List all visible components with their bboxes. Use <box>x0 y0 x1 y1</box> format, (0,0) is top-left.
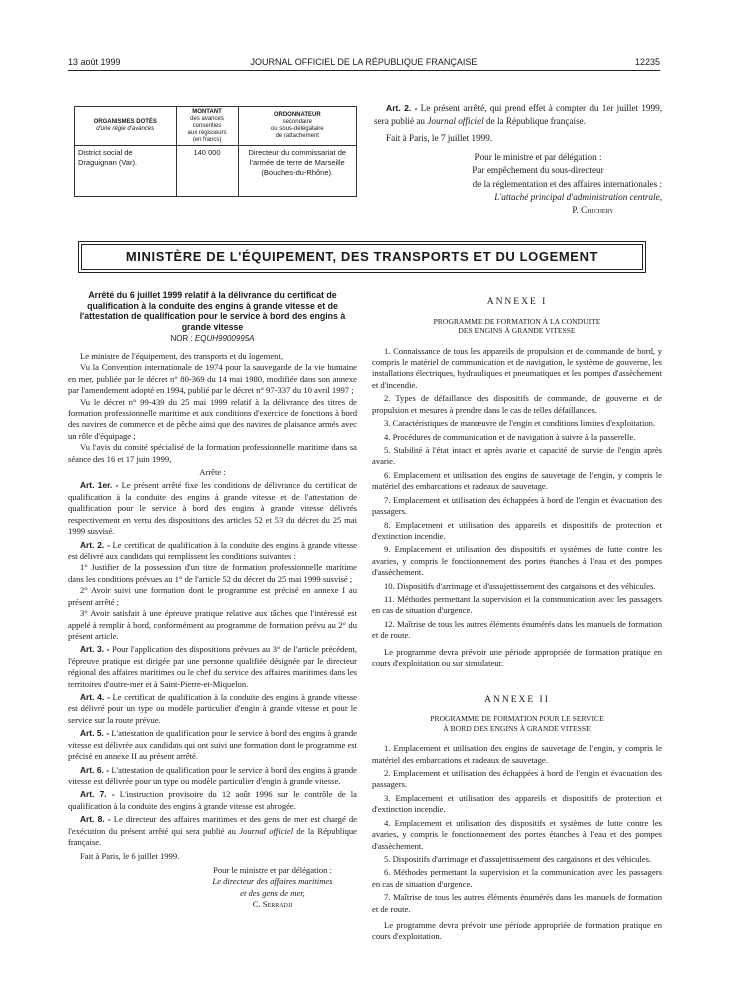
article-text: Le certificat de qualification à la conduite des engins à grande vitesse est délivré pour un type ou modèle particulier d'engin à grande vitesse et pour le service sur la route prévue. <box>68 692 357 725</box>
list-item: 12. Maîtrise de tous les autres éléments énumérés dans les manuels de formation et de route. <box>372 618 662 641</box>
list-item: 2. Types de défaillance des dispositifs de commande, de gouverne et de propulsion et mesures à prendre dans le cas de telles défaillances. <box>372 393 662 415</box>
signature-line: et des gens de mer, <box>240 887 305 898</box>
article-label: Art. 4. - <box>80 692 110 703</box>
arrete-word: Arrête : <box>199 467 226 478</box>
article-6 <box>68 765 357 788</box>
cell-organisme: District social de Draguignan (Var). <box>75 146 177 197</box>
list-item: 2. Emplacement et utilisation des échappées à bord de l'engin et évacuation des passagers. <box>372 768 662 790</box>
top-right-article <box>374 102 662 218</box>
signature-line: de la réglementation et des affaires internationales : <box>472 178 662 189</box>
list-item: 9. Emplacement et utilisation des dispositifs et systèmes de lutte contre les avaries, y compris le fonctionnement des portes étanches à l'eau et des pompes d'assèchement. <box>372 544 662 578</box>
signature-line: Pour le ministre et par délégation : <box>474 152 602 163</box>
regie-table <box>74 106 357 197</box>
list-item: 11. Méthodes permettant la supervision et la communication avec les passagers en cas de situation d'urgence. <box>372 594 662 616</box>
article-label: Art. 2. - <box>80 539 110 550</box>
signature-line: Pour le ministre et par délégation : <box>213 864 332 875</box>
article-text: Le certificat de qualification à la conduite des engins à grande vitesse est délivré aux candidats qui remplissent les conditions suivantes : <box>68 539 357 561</box>
list-item: 6. Emplacement et utilisation des engins de sauvetage de l'engin, y compris le matériel des embarcations et radeaux de sauvetage. <box>372 469 662 492</box>
article-text: L'attestation de qualification pour le service à bord des engins à grande vitesse est délivrée aux candidats qui ont suivi une formation dont le programme est précisé en annexe II au présent arrêté. <box>68 728 358 762</box>
annex-2-title: ANNEXE II <box>484 694 550 705</box>
paragraph: Vu la Convention internationale de 1974 pour la sauvegarde de la vie humaine en mer, publiée par le décret n° 80-369 du 14 mai 1980, modifiée dans son annexe par l'amendement adopté en 1994, publié par le décret n° 97-337 du 10 avril 1997 ; <box>68 362 357 396</box>
signatory-name: C. Serradji <box>252 899 293 910</box>
article-text-end: de la République française. <box>68 825 357 848</box>
article-label: Art. 5. - <box>80 728 110 739</box>
paragraph: Le ministre de l'équipement, des transports et du logement, <box>80 350 283 361</box>
col1-subtitle: d'une régie d'avances <box>96 126 155 133</box>
article-8 <box>68 814 357 848</box>
article-label: Art. 7. - <box>80 789 115 800</box>
list-item: 5. Dispositifs d'arrimage et d'assujettissement des cargaisons et des véhicules. <box>384 853 652 864</box>
list-item: 5. Stabilité à l'état intact et après avarie et capacité de survie de l'engin après avarie. <box>372 444 662 467</box>
col2-line: (en francs) <box>192 136 222 143</box>
list-item: 10. Dispositifs d'arrimage et d'assujettissement des cargaisons et des véhicules. <box>384 580 656 591</box>
condition-item: 2° Avoir suivi une formation dont le programme est précisé en annexe I au présent arrêté ; <box>68 585 357 607</box>
signature-line: Par empêchement du sous-directeur <box>472 165 604 176</box>
col2-line: des avances <box>190 115 224 122</box>
list-item: 3. Emplacement et utilisation des appareils et dispositifs de protection et d'extinction incendie. <box>372 792 662 815</box>
article-text: L'instruction provisoire du 12 août 1996 sur le contrôle de la qualification à la conduite des engins à grande vitesse est abrogée. <box>68 789 357 811</box>
header-page-number: 12235 <box>634 57 660 67</box>
annex-1-title: ANNEXE I <box>486 297 548 307</box>
annex-1-closing: Le programme devra prévoir une période appropriée de formation pratique en cours d'exploitation ou sur simulateur. <box>372 646 662 669</box>
list-item: 4. Procédures de communication et de navigation à suivre à la passerelle. <box>384 431 636 442</box>
condition-item: 1° Justifier de la possession d'un titre de formation professionnelle maritime dans les conditions prévues au 1° de l'article 52 du décret du 25 mai 1999 susvisé ; <box>68 562 357 584</box>
list-item: 7. Maîtrise de tous les autres éléments énumérés dans les manuels de formation et de route. <box>372 892 662 914</box>
article-text: L'attestation de qualification pour le service à bord des engins à grande vitesse est délivrée pour un type ou modèle particulier d'engin à grande vitesse. <box>68 764 357 786</box>
col3-line: ou sous-délégataire <box>270 126 324 133</box>
col2-line: aux régisseurs <box>187 129 227 136</box>
article-7 <box>68 789 357 812</box>
signature-line: Le directeur des affaires maritimes <box>212 876 333 887</box>
article-2 <box>68 540 357 563</box>
list-item: 8. Emplacement et utilisation des appareils et dispositifs de protection et d'extinction incendie. <box>372 519 662 541</box>
program-heading-line: DES ENGINS À GRANDE VITESSE <box>458 326 576 336</box>
signatory-name: P. Chichery <box>572 205 614 216</box>
col2-line: MONTANT <box>192 109 222 115</box>
col1-title: ORGANISMES DOTÉS <box>93 119 157 126</box>
table-header-row <box>75 107 357 146</box>
header-date: 13 août 1999 <box>68 57 121 67</box>
article-label: Art. 3. - <box>80 644 110 655</box>
art2-label: Art. 2. - <box>386 103 418 113</box>
article-label: Art. 8. - <box>80 814 111 825</box>
art2-paragraph <box>374 102 662 129</box>
arrete-title: Arrêté du 6 juillet 1999 relatif à la délivrance du certificat de qualification à la conduite des engins à grande vitesse et de l'attestation de qualification pour le service à bord des engins à grande vitesse <box>79 290 346 332</box>
annex-2-program-heading <box>372 714 662 733</box>
nor-label: NOR : <box>170 334 195 344</box>
list-item: 1. Emplacement et utilisation des engins de sauvetage de l'engin, y compris le matériel des embarcations et radeaux de sauvetage. <box>372 743 662 765</box>
nor-code: EQUH9900995A <box>194 334 255 344</box>
col3-line: de rattachement <box>275 133 319 140</box>
col3-line: secondaire <box>282 119 312 126</box>
table-col-montant <box>176 107 238 146</box>
program-heading-line: À BORD DES ENGINS À GRANDE VITESSE <box>443 723 591 733</box>
annexes-column <box>372 296 662 943</box>
list-item: 1. Connaissance de tous les appareils de propulsion et de commande de bord, y compris le matériel de communication et de navigation, le système de gouverne, les installations électriques, hydrauliques et pneumatiques et les pompes d'assèchement et d'incendie. <box>372 345 662 390</box>
art2-text: Le présent arrêté, qui prend effet à compter du 1er juillet 1999, sera publié au <box>374 103 662 127</box>
article-3 <box>68 644 357 690</box>
article-5 <box>68 728 357 762</box>
list-item: 7. Emplacement et utilisation des échappées à bord de l'engin et évacuation des passagers. <box>372 494 662 517</box>
program-heading-line: PROGRAMME DE FORMATION POUR LE SERVICE <box>430 714 604 724</box>
article-journal: Journal officiel <box>239 825 294 836</box>
col2-line: consenties <box>192 122 222 129</box>
article-text: Pour l'application des dispositions prévues au 3° de l'article précédent, l'épreuve pratique est dirigée par une personne qualifiée désignée par le directeur régional des affaires maritimes ou le chef du service des affaires maritimes dans les territoires d'outre-mer et à Saint-Pierre-et-Miquelon. <box>68 644 357 689</box>
article-1 <box>68 480 357 537</box>
cell-montant: 140 000 <box>176 146 238 197</box>
fait-a-paris: Fait à Paris, le 7 juillet 1999. <box>386 132 493 143</box>
ministry-banner: MINISTÈRE DE L'ÉQUIPEMENT, DES TRANSPORTS ET DU LOGEMENT <box>81 244 643 270</box>
program-heading-line: PROGRAMME DE FORMATION À LA CONDUITE <box>433 316 601 326</box>
fait-a-paris: Fait à Paris, le 6 juillet 1999. <box>80 850 180 861</box>
table-col-organismes <box>75 107 177 146</box>
col3-line: ORDONNATEUR <box>273 112 321 119</box>
condition-item: 3° Avoir satisfait à une épreuve pratique relative aux tâches que l'intéressé est appelé à remplir à bord, conformément au programme de formation prévu au 2° du présent article. <box>68 608 357 641</box>
art2-text-end: de la République française. <box>483 116 587 127</box>
paragraph: Vu le décret n° 99-439 du 25 mai 1999 relatif à la délivrance des titres de formation professionnelle maritime et aux conditions d'exercice de fonctions à bord des navires de commerce et de pêche ainsi que des navires de plaisance armés avec un rôle d'équipage ; <box>68 396 357 441</box>
paragraph: Vu l'avis du comité spécialisé de la formation professionnelle maritime dans sa séance des 16 et 17 juin 1999, <box>68 442 357 464</box>
list-item: 4. Emplacement et utilisation des dispositifs et systèmes de lutte contre les avaries, y compris le fonctionnement des portes étanches à l'eau et des pompes d'assèchement. <box>372 817 662 851</box>
arrete-column <box>68 290 357 911</box>
article-4 <box>68 692 357 726</box>
signature-line: L'attaché principal d'administration centrale, <box>494 192 662 203</box>
nor-reference <box>68 334 357 345</box>
header-rule <box>68 70 660 71</box>
table-col-ordonnateur <box>238 107 356 146</box>
article-label: Art. 1er. - <box>80 480 119 491</box>
list-item: 6. Méthodes permettant la supervision et la communication avec les passagers en cas de situation d'urgence. <box>372 867 662 889</box>
art2-journal: Journal officiel <box>427 116 484 127</box>
annex-2-closing: Le programme devra prévoir une période appropriée de formation pratique en cours d'exploitation. <box>372 920 662 942</box>
cell-ordonnateur: Directeur du commissariat de l'armée de terre de Marseille (Bouches-du-Rhône). <box>238 146 356 197</box>
table-row <box>75 146 357 197</box>
article-text: Le présent arrêté fixe les conditions de délivrance du certificat de qualification à la conduite des engins à grande vitesse et de l'attestation de qualification pour le service à bord des engins à grande vitesse délivrés respectivement en vertu des dispositions des articles 52 et 53 du décret du 25 mai 1999 susvisé. <box>68 480 357 537</box>
article-label: Art. 6. - <box>80 764 110 775</box>
article-text: Le directeur des affaires maritimes et des gens de mer est chargé de l'exécution du présent arrêté qui sera publié au <box>68 814 357 836</box>
annex-1-program-heading <box>372 317 662 336</box>
header-journal-title: JOURNAL OFFICIEL DE LA RÉPUBLIQUE FRANÇAISE <box>250 57 478 67</box>
list-item: 3. Caractéristiques de manœuvre de l'engin et conditions limites d'exploitation. <box>384 418 656 429</box>
